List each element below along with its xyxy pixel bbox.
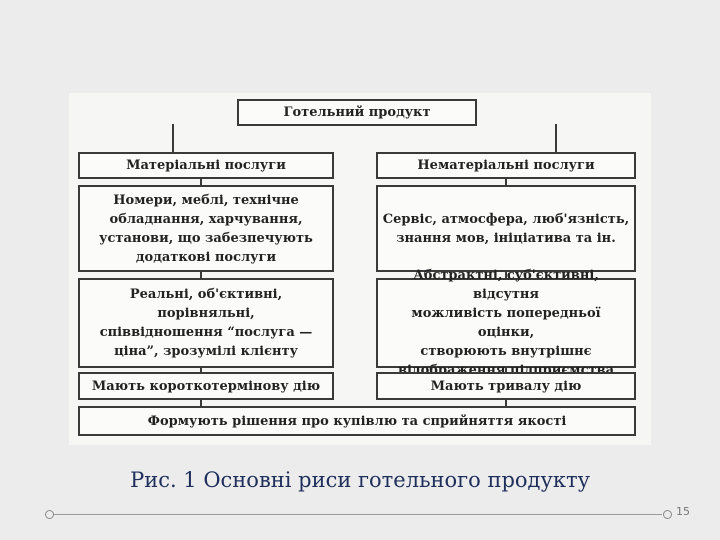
- right-characteristics-box: відсутня можливість попередньої оцінки, створюють внутрішнє: [376, 278, 636, 368]
- footer-dot-right: [663, 510, 672, 519]
- connector-root-right: [555, 124, 557, 154]
- footer-dot-left: [45, 510, 54, 519]
- right-effect-box: Мають тривалу дію: [376, 372, 636, 400]
- right-header-box: Нематеріальні послуги: [376, 152, 636, 179]
- left-effect-box: Мають короткотермінову дію: [78, 372, 334, 400]
- right-content-box: Сервіс, атмосфера, люб'язність, знання мов, ініціатива та ін.: [376, 185, 636, 272]
- page-number: 15: [676, 505, 690, 518]
- left-content-box: Номери, меблі, технічне обладнання, харчування, установи, що забезпечують додаткові послуги: [78, 185, 334, 272]
- footer-divider: [50, 514, 662, 515]
- left-characteristics-box: Реальні, об'єктивні, порівняльні, співвідношення “послуга — ціна”, зрозумілі клієнту: [78, 278, 334, 368]
- connector-root-left: [172, 124, 174, 154]
- left-header-box: Матеріальні послуги: [78, 152, 334, 179]
- figure-caption: Рис. 1 Основні риси готельного продукту: [130, 468, 590, 492]
- root-box: Готельний продукт: [237, 99, 477, 126]
- conclusion-box: Формують рішення про купівлю та сприйняття якості: [78, 406, 636, 436]
